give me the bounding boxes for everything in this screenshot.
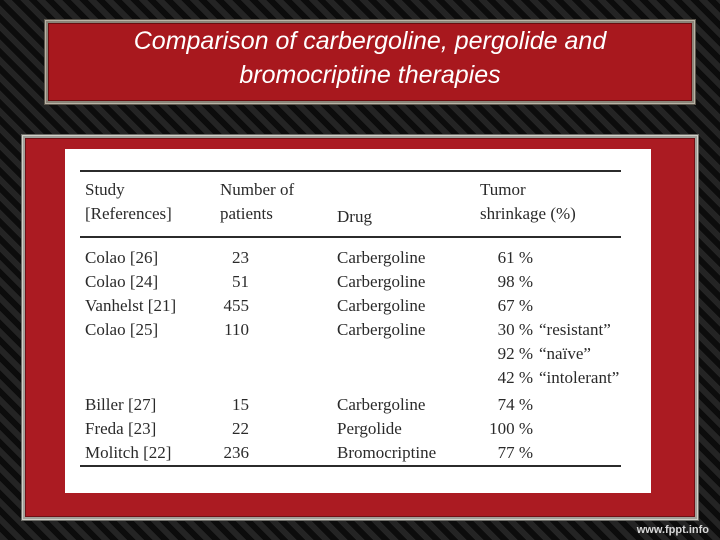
row-drug: Carbergoline: [337, 320, 426, 339]
row-number: 51: [232, 272, 249, 291]
title-box: [48, 23, 692, 101]
slide-title: Comparison of carbergoline, pergolide and bromocriptine therapies: [133, 27, 607, 89]
row-study: Freda [23]: [85, 419, 157, 438]
header-tumor-line-2: shrinkage (%): [480, 204, 576, 223]
row-drug: Carbergoline: [337, 272, 426, 291]
row-study: Colao [25]: [85, 320, 159, 339]
comparison-table: [65, 149, 651, 493]
row-note: “resistant”: [539, 320, 611, 339]
row-number: 455: [223, 296, 249, 315]
row-study: Molitch [22]: [85, 443, 172, 462]
row-study: Colao [24]: [85, 272, 159, 291]
row-number: 15: [232, 395, 249, 414]
row-drug: Carbergoline: [337, 296, 426, 315]
header-tumor-line-1: Tumor: [480, 180, 526, 199]
row-percent: 92 %: [497, 344, 533, 363]
row-study: Vanhelst [21]: [85, 296, 177, 315]
row-study: Biller [27]: [85, 395, 157, 414]
header-study-line-2: [References]: [85, 204, 172, 223]
row-number: 23: [232, 248, 249, 267]
header-number-line-1: Number of: [220, 180, 295, 199]
row-drug: Carbergoline: [337, 395, 426, 414]
row-number: 110: [224, 320, 249, 339]
table-top-rule: [80, 170, 621, 172]
row-number: 22: [232, 419, 249, 438]
row-percent: 98 %: [497, 272, 533, 291]
content-box: [25, 138, 695, 517]
header-study-line-1: Study: [85, 180, 125, 199]
row-note: “intolerant”: [539, 368, 620, 387]
row-drug: Bromocriptine: [337, 443, 437, 462]
row-drug: Pergolide: [337, 419, 402, 438]
watermark: www.fppt.info: [636, 524, 709, 536]
header-drug: Drug: [337, 207, 372, 226]
row-note: “naïve”: [539, 344, 591, 363]
row-percent: 74 %: [497, 395, 533, 414]
row-percent: 42 %: [497, 368, 533, 387]
row-number: 236: [223, 443, 249, 462]
header-number-line-2: patients: [220, 204, 273, 223]
row-percent: 61 %: [497, 248, 533, 267]
row-percent: 77 %: [497, 443, 533, 462]
table-bottom-rule: [80, 465, 621, 467]
content-frame: [22, 135, 698, 520]
row-study: Colao [26]: [85, 248, 159, 267]
row-percent: 30 %: [497, 320, 533, 339]
title-frame: [45, 20, 695, 104]
row-percent: 100 %: [489, 419, 533, 438]
table-header-rule: [80, 236, 621, 238]
row-drug: Carbergoline: [337, 248, 426, 267]
row-percent: 67 %: [497, 296, 533, 315]
